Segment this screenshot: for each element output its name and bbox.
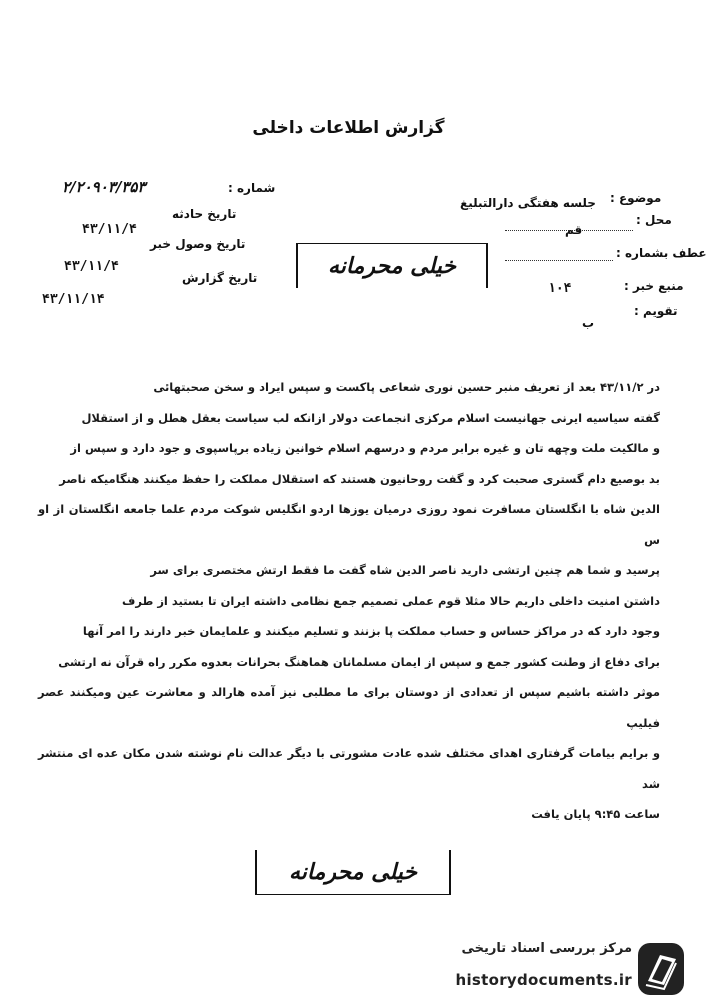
body-line: در ۴۳/۱۱/۲ بعد از تعریف منبر حسین نوری شعاعی پاکست و سپس ایراد و سخن صحبتهائی: [153, 380, 660, 394]
body-line: موثر داشته باشیم سپس از تعدادی از دوستان برای ما مطلبی نیز آمده هارالد و معاشرت عین ومیکنند عصر فیلیپ: [38, 685, 660, 730]
subject-value: جلسه هفتگی دارالتبلیغ: [460, 196, 596, 210]
report-date-value: ۴۳/۱۱/۱۴: [42, 292, 105, 307]
footer-classification-stamp: خیلی محرمانه: [255, 850, 451, 895]
rating-value: ب: [582, 316, 595, 330]
number-value: ۲/۲۰۹۰۳/۳۵۳: [62, 178, 146, 196]
body-line: بد بوصیع دام گستری صحبت کرد و گفت روحانیون هستند که استقلال مملکت را حفظ میکنند هنگامیکه ناصر: [59, 471, 660, 486]
report-date-label: تاریخ گزارش: [182, 271, 258, 285]
body-line: الدین شاه با انگلستان مسافرت نمود روزی درمیان یوزها اردو انگلیس شوکت مردم علما جامعه انگلستان از او س: [38, 502, 660, 547]
body-line: و برایم بیامات گرفتاری اهدای مختلف شده عادت مشورتی با دیگر عدالت نام نوشته شدن مکان عده ای منتشر شد: [38, 746, 660, 791]
source-label: منبع خبر :: [624, 279, 684, 293]
watermark-logo: [400, 935, 690, 1003]
body-line: وجود دارد که در مراکز حساس و حساب مملکت پا بزنند و تسلیم میکنند و علمایمان خبر دارند را امر آنها: [82, 624, 660, 638]
location-value: قم: [565, 223, 583, 237]
event-date-label: تاریخ حادثه: [172, 207, 237, 221]
archive-book-icon: [636, 941, 686, 997]
event-date-value: ۴۳/۱۱/۴: [82, 222, 137, 237]
body-line: برای دفاع از وطنت کشور جمع و سپس از ایمان مسلمانان هماهنگ بحرانات بعدوه مکرر راه قرآن نه ارتشی: [58, 654, 660, 669]
rating-label: تقویم :: [634, 304, 678, 318]
body-line: گفته سیاسیه ایرنی جهانیست اسلام مرکزی انجماعت دولار ازانکه لب سیاست بعقل هطل و از استقلال: [81, 410, 660, 425]
classification-stamp: خیلی محرمانه: [296, 243, 488, 288]
subject-label: موضوع :: [610, 191, 662, 205]
watermark-name: مرکز بررسی اسناد تاریخی: [461, 941, 632, 956]
watermark-url: historydocuments.ir: [455, 971, 632, 989]
report-body: [38, 372, 660, 830]
receipt-date-label: تاریخ وصول خبر: [150, 237, 246, 251]
body-line: و مالکیت ملت وچهه تان و غیره برابر مردم و درسهم اسلام خوانین زیاده برپاسپوی و جود دارد و سپس از: [70, 441, 660, 455]
receipt-date-value: ۴۳/۱۱/۴: [64, 259, 119, 274]
body-line: ساعت ۹:۴۵ پایان یافت: [531, 807, 660, 821]
number-label: شماره :: [228, 181, 276, 195]
document-title: گزارش اطلاعات داخلی: [252, 118, 445, 138]
attachment-label: عطف بشماره :: [616, 246, 707, 260]
body-line: پرسید و شما هم چنین ارتشی دارید ناصر الدین شاه گفت ما فقط ارتش مختصری برای سر: [150, 563, 660, 577]
location-label: محل :: [636, 213, 672, 227]
source-value: ۱۰۴: [548, 281, 572, 296]
attachment-line: [505, 260, 613, 261]
body-line: داشتن امنیت داخلی داریم حالا مثلا قوم عملی تصمیم جمع نظامی داشته ایران تا بستید از طرف: [121, 593, 660, 608]
